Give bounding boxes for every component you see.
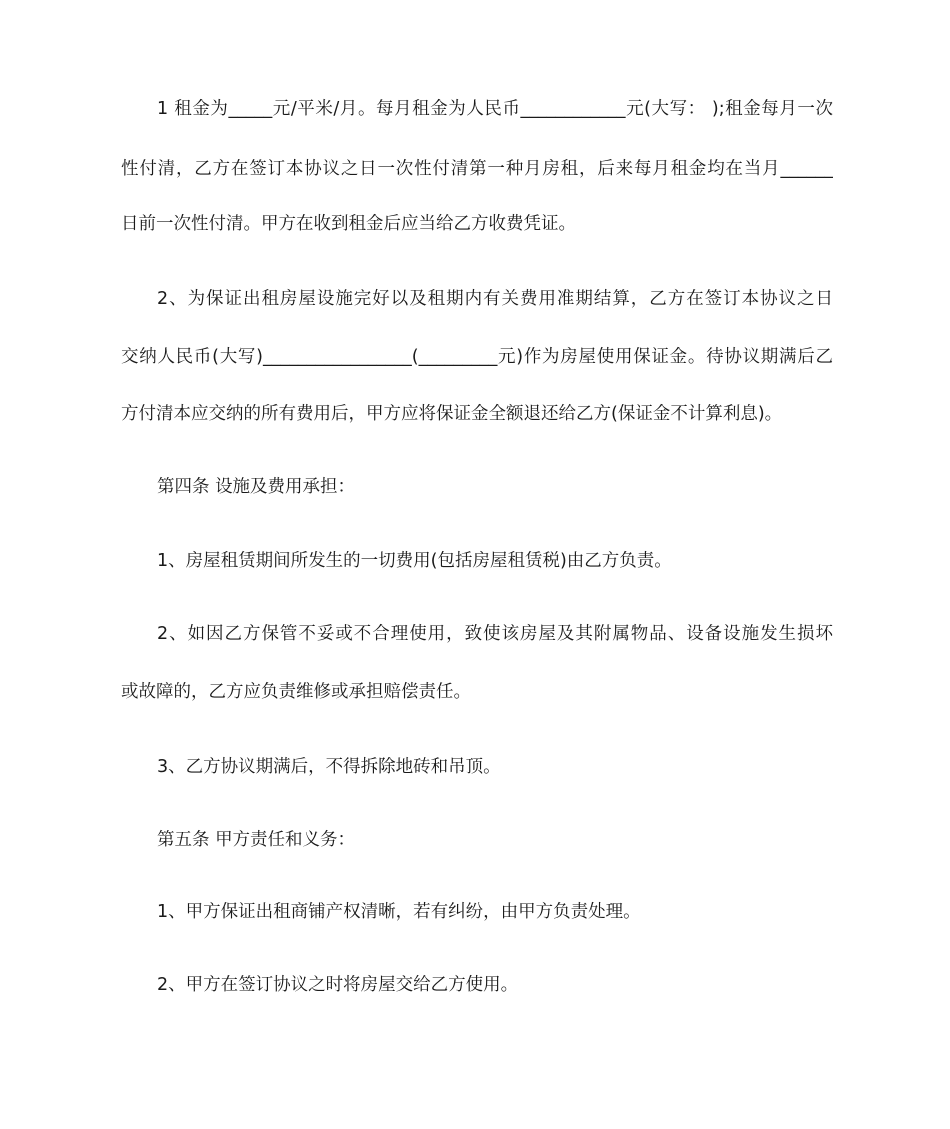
article-4-heading: 第四条 设施及费用承担：	[157, 477, 356, 497]
article-5-heading: 第五条 甲方责任和义务：	[157, 830, 356, 850]
article-4-item-3: 3、乙方协议期满后，不得拆除地砖和吊顶。	[157, 757, 501, 777]
deposit-clause-line-2: 交纳人民币(大写)_________________(_________元)作为房屋使用保证金。待协议期满后乙	[121, 347, 833, 367]
article-4-item-2-line-1: 2、如因乙方保管不妥或不合理使用，致使该房屋及其附属物品、设备设施发生损坏	[157, 624, 833, 644]
article-4-item-2-line-2: 或故障的，乙方应负责维修或承担赔偿责任。	[121, 682, 471, 702]
article-5-item-2: 2、甲方在签订协议之时将房屋交给乙方使用。	[157, 975, 519, 995]
rent-clause-line-1: 1 租金为_____元/平米/月。每月租金为人民币____________元(大写： );租金每月一次	[157, 99, 833, 119]
article-5-item-1: 1、甲方保证出租商铺产权清晰，若有纠纷，由甲方负责处理。	[157, 902, 641, 922]
deposit-clause-line-3: 方付清本应交纳的所有费用后，甲方应将保证金全额退还给乙方(保证金不计算利息)。	[121, 404, 783, 424]
rent-clause-line-3: 日前一次性付清。甲方在收到租金后应当给乙方收费凭证。	[121, 214, 576, 234]
article-4-item-1: 1、房屋租赁期间所发生的一切费用(包括房屋租赁税)由乙方负责。	[157, 551, 672, 571]
rent-clause-line-2: 性付清，乙方在签订本协议之日一次性付清第一种月房租，后来每月租金均在当月______	[121, 159, 833, 179]
deposit-clause-line-1: 2、为保证出租房屋设施完好以及租期内有关费用准期结算，乙方在签订本协议之日	[157, 289, 833, 309]
